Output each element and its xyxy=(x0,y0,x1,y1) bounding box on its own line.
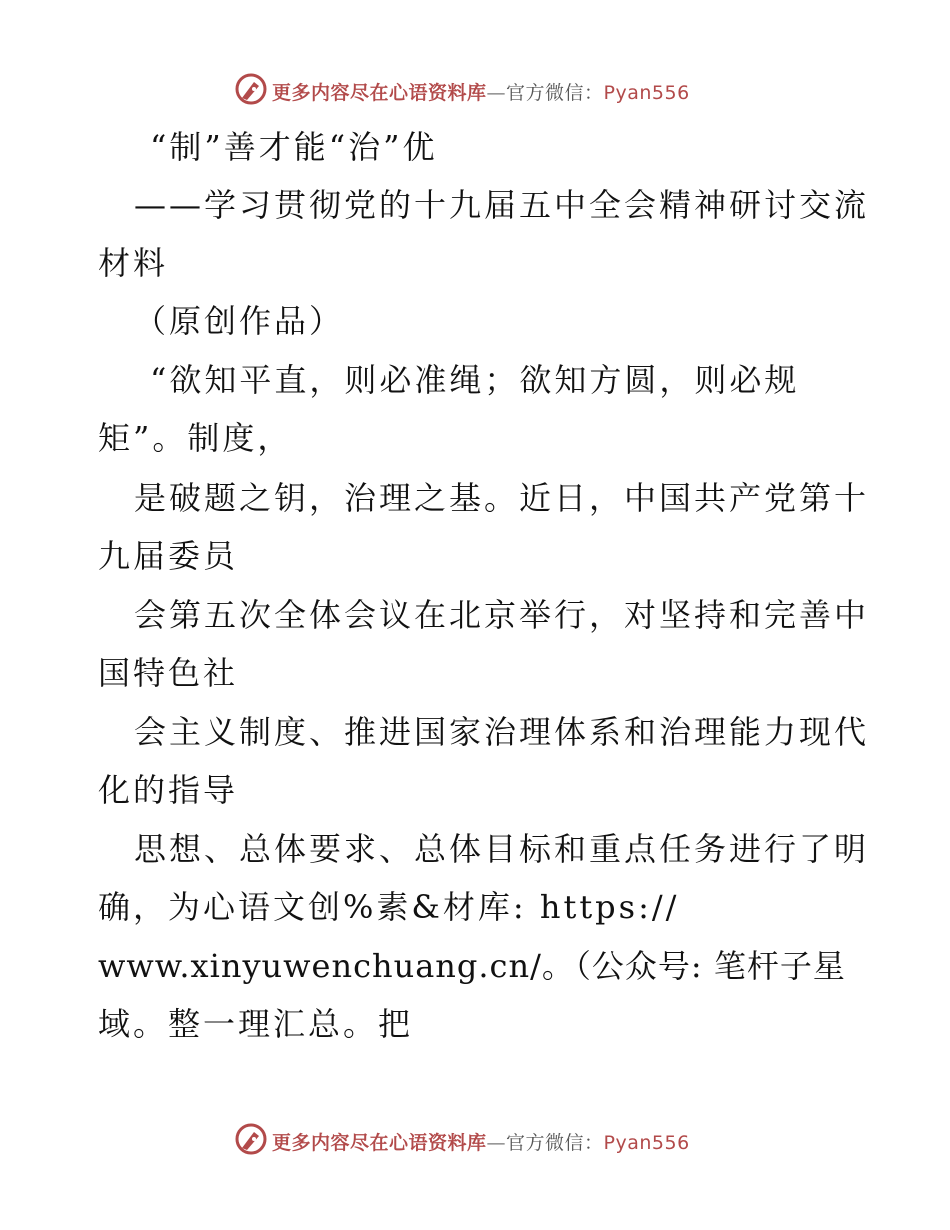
doc-original-note: （原创作品） xyxy=(134,302,345,340)
doc-paragraph-line: 是破题之钥，治理之基。近日，中国共产党第十 xyxy=(134,479,870,517)
doc-paragraph-line: 确，为心语文创%素&材库: https:// xyxy=(98,888,680,926)
footer-watermark-banner xyxy=(0,1120,950,1160)
watermark-text xyxy=(272,1128,690,1155)
header-watermark-banner xyxy=(0,70,950,110)
doc-subtitle-line-2: 材料 xyxy=(98,244,169,282)
pen-nib-logo-icon xyxy=(234,72,268,106)
watermark-title: 更多内容尽在心语资料库 xyxy=(272,1132,487,1154)
watermark-text xyxy=(272,78,690,105)
wechat-id: Pyan556 xyxy=(603,1132,690,1154)
doc-paragraph-line: 化的指导 xyxy=(98,771,239,809)
doc-paragraph-line: 思想、总体要求、总体目标和重点任务进行了明 xyxy=(134,830,870,868)
wechat-id: Pyan556 xyxy=(603,82,690,104)
doc-title: “制”善才能“治”优 xyxy=(150,128,438,166)
doc-paragraph-line: “欲知平直，则必准绳；欲知方圆，则必规 xyxy=(150,361,800,399)
doc-subtitle-line-1: ——学习贯彻党的十九届五中全会精神研讨交流 xyxy=(134,186,870,224)
watermark-title: 更多内容尽在心语资料库 xyxy=(272,82,487,104)
doc-paragraph-line: 矩”。制度， xyxy=(98,419,293,457)
doc-paragraph-line: www.xinyuwenchuang.cn/。（公众号: 笔杆子星 xyxy=(98,947,846,985)
doc-paragraph-line: 会第五次全体会议在北京举行，对坚持和完善中 xyxy=(134,596,870,634)
doc-paragraph-line: 国特色社 xyxy=(98,654,239,692)
wechat-label: 官方微信： xyxy=(506,82,604,104)
pen-nib-logo-icon xyxy=(234,1122,268,1156)
doc-paragraph-line: 域。整一理汇总。把 xyxy=(98,1005,414,1043)
doc-paragraph-line: 会主义制度、推进国家治理体系和治理能力现代 xyxy=(134,713,870,751)
watermark-separator: — xyxy=(486,1132,507,1154)
watermark-separator: — xyxy=(486,82,507,104)
wechat-label: 官方微信： xyxy=(506,1132,604,1154)
doc-paragraph-line: 九届委员 xyxy=(98,537,239,575)
